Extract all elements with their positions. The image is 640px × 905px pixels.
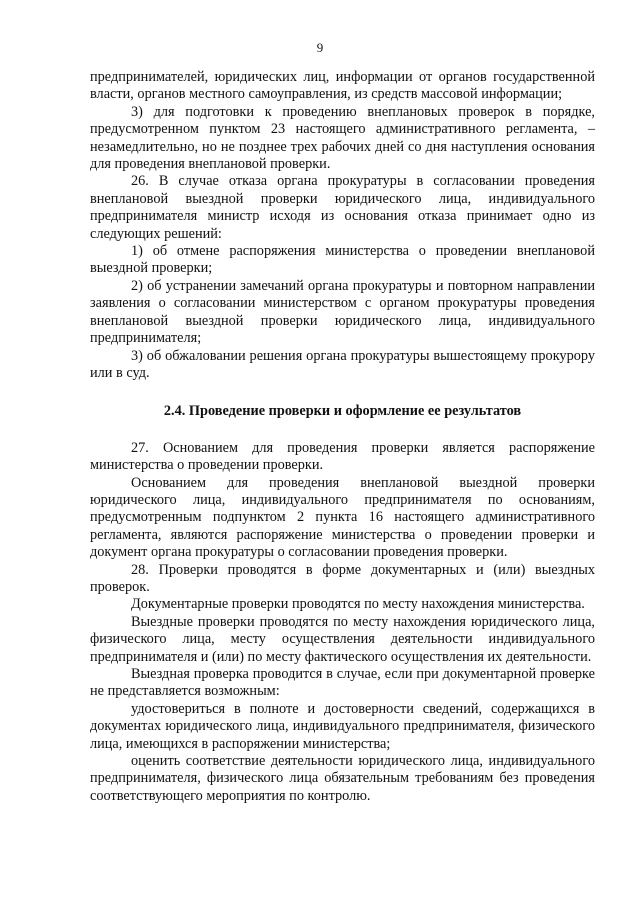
paragraph: 27. Основанием для проведения проверки является распоряжение министерства о проведении проверки. xyxy=(90,439,595,474)
paragraph: оценить соответствие деятельности юридического лица, индивидуального предпринимателя, физического лица обязательным требованиям без проведения соответствующего мероприятия по контролю. xyxy=(90,753,595,804)
paragraph: 2) об устранении замечаний органа прокуратуры и повторном направлении заявления о согласовании министерством с органом прокуратуры проведения внеплановой выездной проверки юридического лица, индивидуального предпринимателя; xyxy=(90,277,595,347)
paragraph: Основанием для проведения внеплановой выездной проверки юридического лица, индивидуального предпринимателя по основаниям, предусмотренным подпунктом 2 пункта 16 настоящего административного регламента, являются распоряжение министерства о проведении проверки и документ органа прокуратуры о согласовании проведения проверки. xyxy=(90,474,595,561)
paragraph: 28. Проверки проводятся в форме документарных и (или) выездных проверок. xyxy=(90,561,595,595)
page-number: 9 xyxy=(316,40,324,55)
paragraph: предпринимателей, юридических лиц, информации от органов государственной власти, органов местного самоуправления, из средств массовой информации; xyxy=(90,69,595,103)
paragraph: Выездная проверка проводится в случае, если при документарной проверке не представляется возможным: xyxy=(90,666,595,700)
paragraph: Документарные проверки проводятся по месту нахождения министерства. xyxy=(131,596,585,613)
paragraph: 1) об отмене распоряжения министерства о проведении внеплановой выездной проверки; xyxy=(90,243,595,277)
paragraph: удостовериться в полноте и достоверности сведений, содержащихся в документах юридического лица, индивидуального предпринимателя, физического лица, имеющихся в распоряжении министерства; xyxy=(90,700,595,752)
paragraph: 26. В случае отказа органа прокуратуры в согласовании проведения внеплановой выездной проверки юридического лица, индивидуального предпринимателя министр исходя из основания отказа принимает одно из следующих решений: xyxy=(90,173,595,242)
document-body xyxy=(90,69,595,805)
paragraph: Выездные проверки проводятся по месту нахождения юридического лица, физического лица, месту осуществления деятельности индивидуального предпринимателя и (или) по месту фактического осуществления их деятельности. xyxy=(90,613,595,665)
paragraph: 3) для подготовки к проведению внеплановых проверок в порядке, предусмотренном пунктом 23 настоящего административного регламента, – незамедлительно, но не позднее трех рабочих дней со дня наступления основания для проведения внеплановой проверки. xyxy=(90,103,595,173)
section-heading: 2.4. Проведение проверки и оформление ее результатов xyxy=(163,403,522,420)
paragraph: 3) об обжаловании решения органа прокуратуры вышестоящему прокурору или в суд. xyxy=(90,347,595,381)
